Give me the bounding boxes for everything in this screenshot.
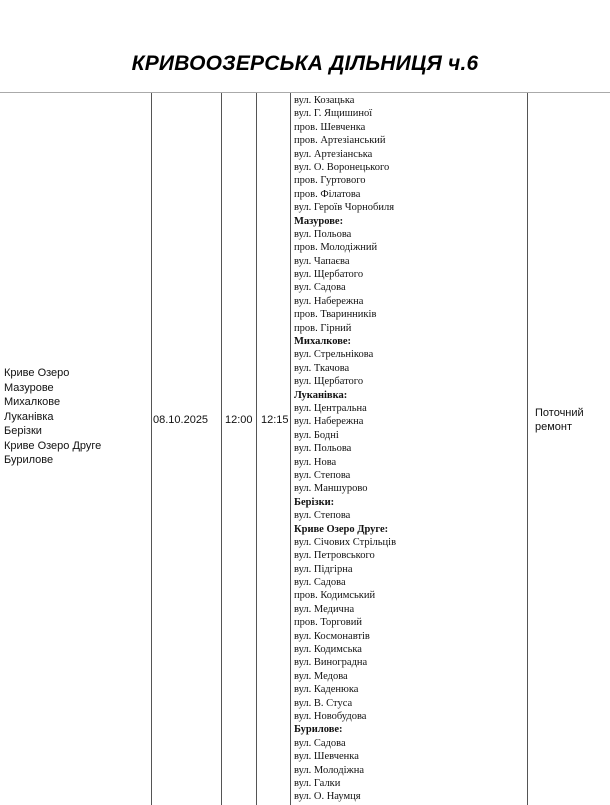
end-time-cell: 12:15 <box>261 414 289 426</box>
street-line: вул. О. Наумця <box>294 791 361 803</box>
street-line: вул. Козацька <box>294 95 355 106</box>
street-line: пров. Артезіанський <box>294 135 386 147</box>
street-line: вул. Г. Ящишиної <box>294 108 373 120</box>
date-cell: 08.10.2025 <box>153 414 209 426</box>
locality-group-heading: Мазурове: <box>294 215 344 227</box>
street-line: вул. Польова <box>294 443 352 455</box>
street-line: вул. Степова <box>294 510 351 522</box>
street-line: вул. Нова <box>294 456 337 468</box>
street-line: вул. В. Стуса <box>294 697 353 709</box>
street-line: вул. Набережна <box>294 295 364 307</box>
locality-group-heading: Берізки: <box>294 496 335 508</box>
locality-name: Берізки <box>4 425 42 437</box>
streets-cell <box>294 94 526 804</box>
street-line: вул. Чапаєва <box>294 255 350 267</box>
street-line: вул. Медична <box>294 603 355 615</box>
column-divider-4 <box>290 93 291 805</box>
locality-group-heading: Криве Озеро Друге: <box>294 523 389 535</box>
table-top-border <box>0 92 610 93</box>
street-line: вул. Медова <box>294 670 348 682</box>
column-divider-1 <box>151 93 152 805</box>
street-line: вул. Підгірна <box>294 563 353 575</box>
street-line: вул. Садова <box>294 577 346 589</box>
locality-name: Мазурове <box>4 381 54 394</box>
street-line: пров. Гірний <box>294 322 352 334</box>
work-type-cell: Поточний ремонт <box>535 407 584 433</box>
locality-group-heading: Луканівка: <box>294 389 348 401</box>
street-line: пров. Гуртового <box>294 175 366 187</box>
start-time-cell: 12:00 <box>225 414 253 426</box>
street-line: вул. Героїв Чорнобиля <box>294 202 395 214</box>
street-line: вул. Січових Стрільців <box>294 536 397 548</box>
street-line: вул. Виноградна <box>294 657 368 669</box>
street-line: пров. Філатова <box>294 188 361 200</box>
street-line: вул. Космонавтів <box>294 630 370 642</box>
street-line: вул. Набережна <box>294 416 364 428</box>
street-line: вул. Кодимська <box>294 644 362 656</box>
locality-group-heading: Бурилове: <box>294 724 343 736</box>
street-line: пров. Шевченка <box>294 121 366 133</box>
street-line: пров. Торговий <box>294 617 362 629</box>
page-title: КРИВООЗЕРСЬКА ДІЛЬНИЦЯ ч.6 <box>131 52 479 75</box>
street-line: вул. Щербатого <box>294 376 364 388</box>
column-divider-3 <box>256 93 257 805</box>
street-line: вул. Каденюка <box>294 684 359 696</box>
street-line: вул. Стрельнікова <box>294 349 374 361</box>
street-line: вул. Степова <box>294 469 351 481</box>
street-line: вул. Галки <box>294 777 341 789</box>
street-line: вул. Польова <box>294 228 352 240</box>
street-line: вул. Центральна <box>294 402 367 414</box>
locality-name: Криве Озеро <box>4 367 70 379</box>
column-divider-2 <box>221 93 222 805</box>
street-line: вул. Садова <box>294 737 346 749</box>
street-line: вул. Новобудова <box>294 710 367 722</box>
street-line: вул. Петровського <box>294 550 375 562</box>
street-line: вул. Щербатого <box>294 269 364 281</box>
street-line: вул. Ткачова <box>294 362 350 374</box>
locality-name: Луканівка <box>4 410 54 423</box>
street-line: вул. Садова <box>294 282 346 294</box>
locality-name: Бурилове <box>4 454 54 466</box>
street-line: вул. О. Воронецького <box>294 161 390 173</box>
street-line: вул. Молодіжна <box>294 764 365 776</box>
street-line: пров. Молодіжний <box>294 242 378 254</box>
street-line: вул. Артезіанська <box>294 148 373 160</box>
street-line: вул. Бодні <box>294 429 339 441</box>
column-divider-5 <box>527 93 528 805</box>
localities-cell <box>4 366 149 468</box>
locality-group-heading: Михалкове: <box>294 336 352 348</box>
street-line: вул. Шевченка <box>294 751 359 763</box>
street-line: пров. Тваринників <box>294 309 377 321</box>
locality-name: Михалкове <box>4 396 61 408</box>
street-line: вул. Маншурово <box>294 483 368 495</box>
locality-name: Криве Озеро Друге <box>4 439 102 452</box>
street-line: пров. Кодимський <box>294 590 376 602</box>
